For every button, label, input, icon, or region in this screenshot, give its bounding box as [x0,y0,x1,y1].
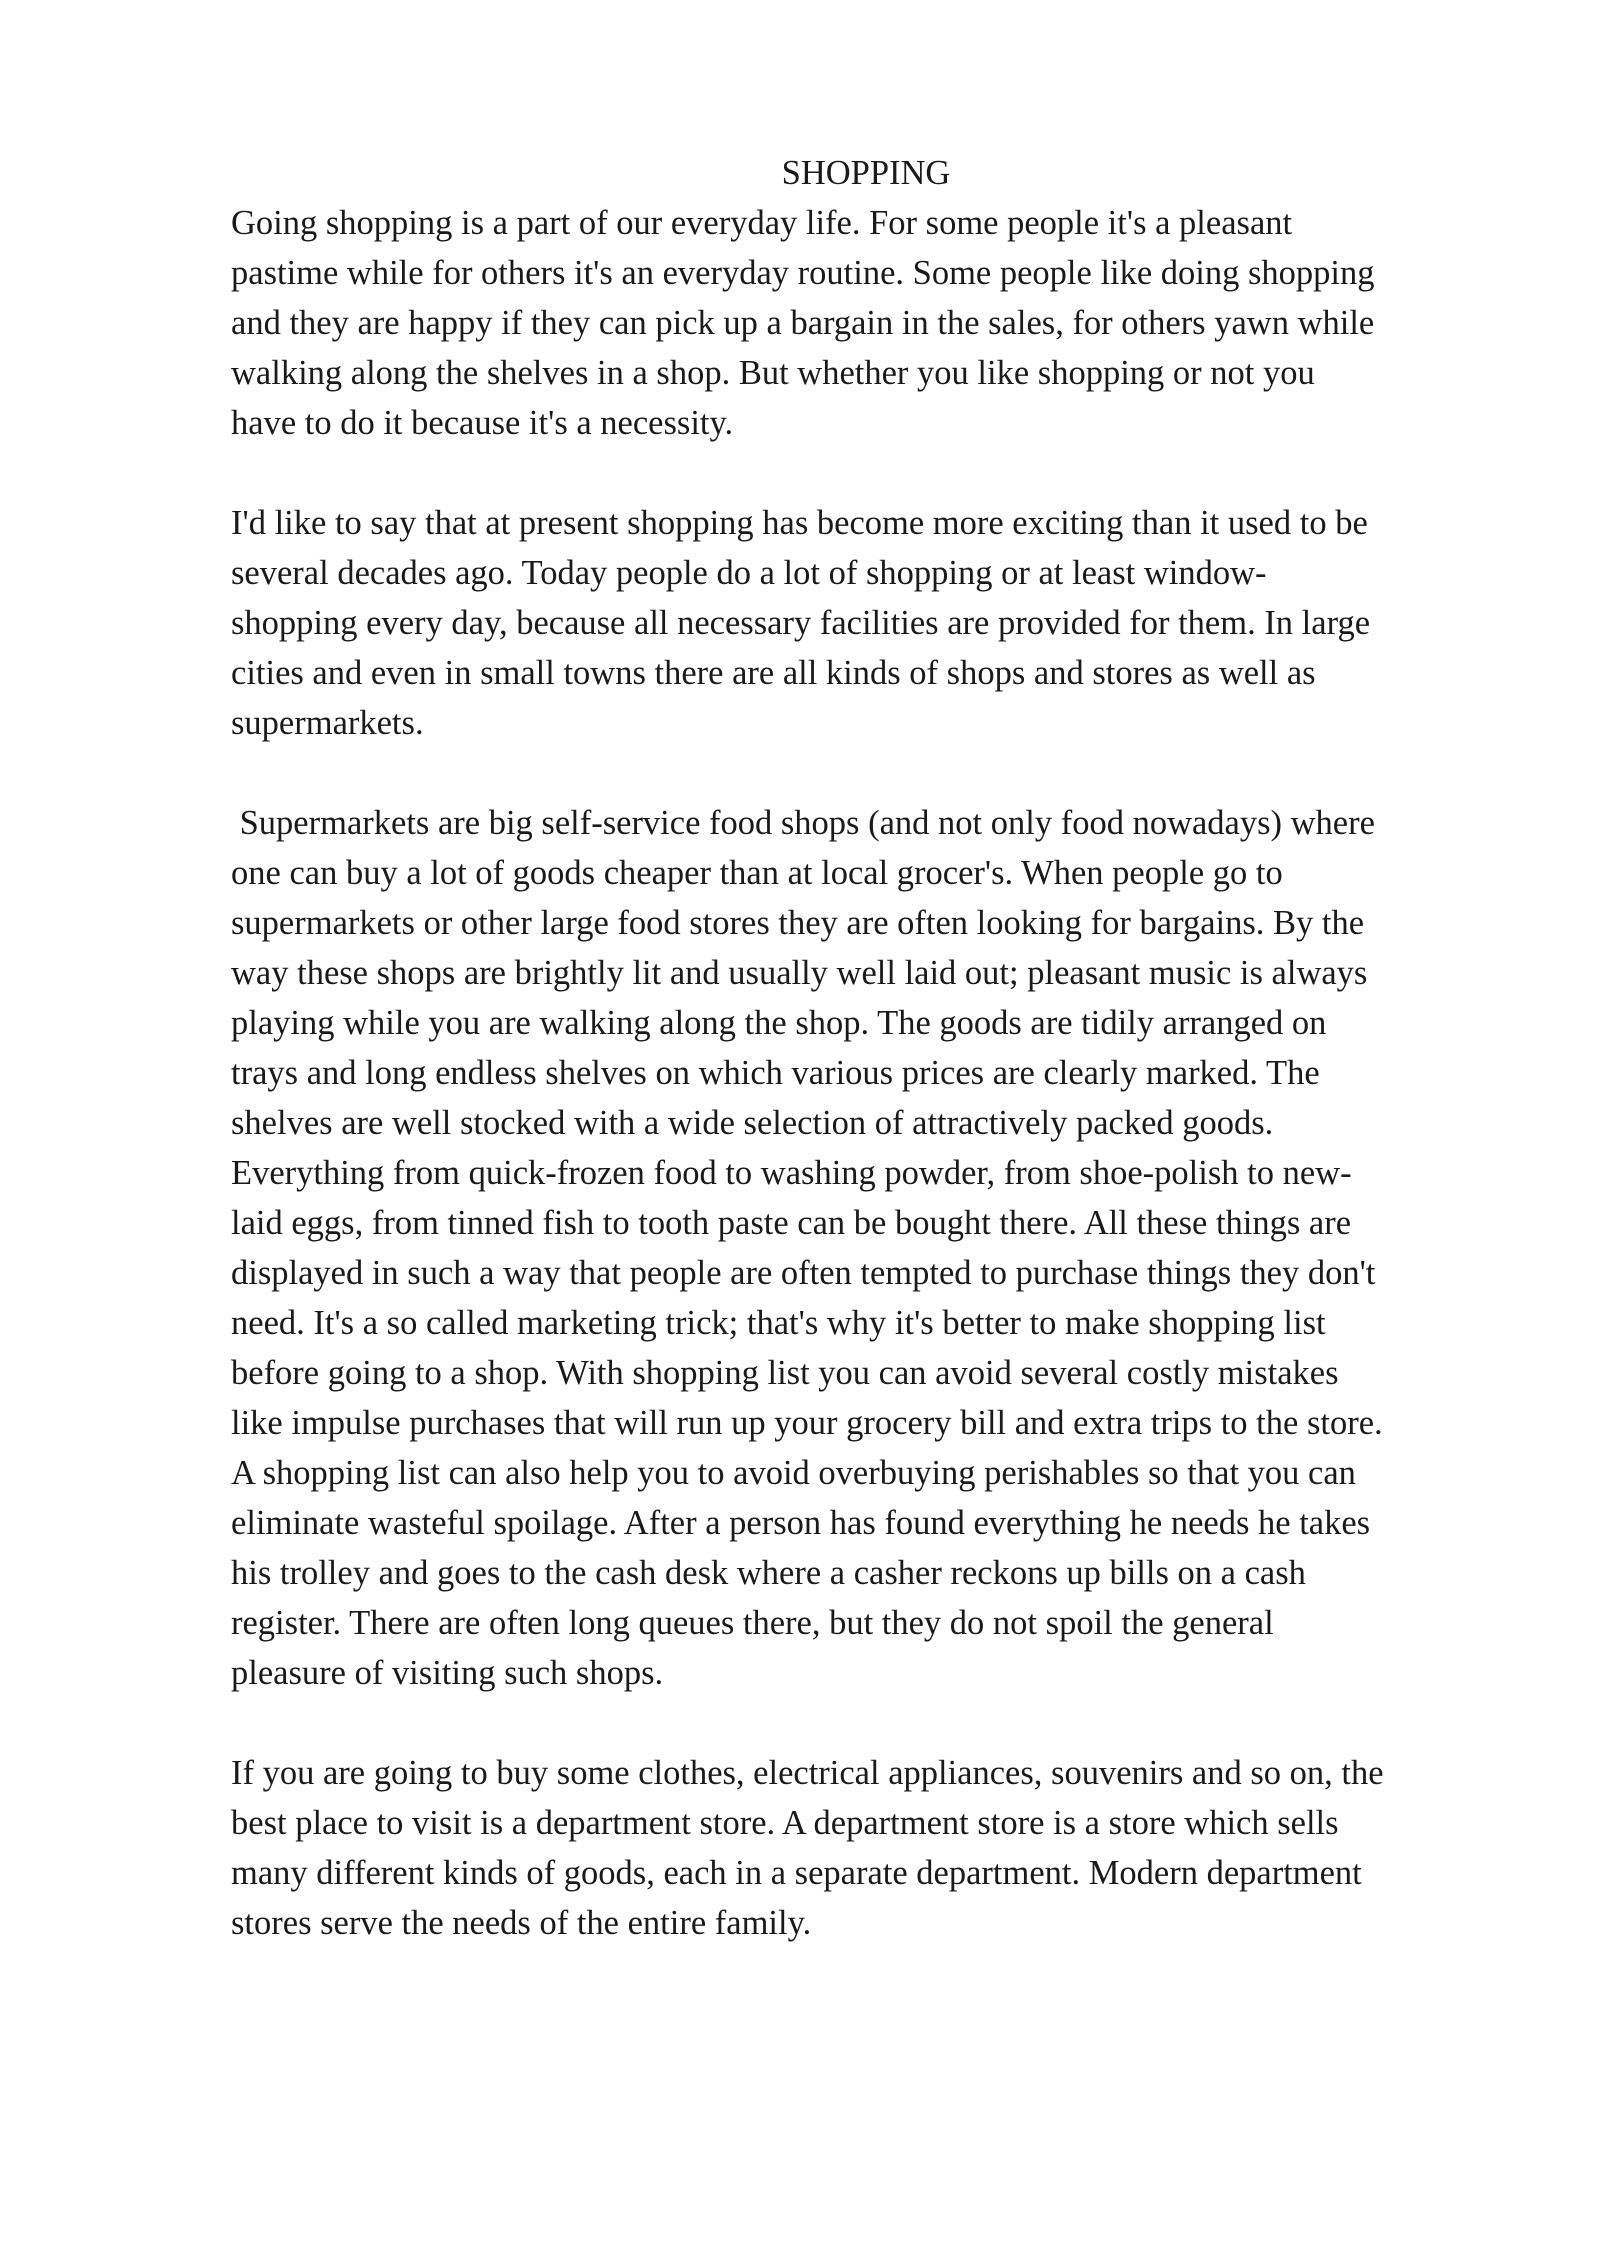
document-title: SHOPPING [781,154,951,192]
paragraph-present-shopping: I'd like to say that at present shopping has become more exciting than it used to be several decades ago. Today people do a lot of shopping or at least window- shopping every day, because all necessary facilities are provided for them. In large cities and even in small towns there are all kinds of shops and stores as well as supermarkets. [231,504,1371,742]
document-page [231,148,1521,1948]
paragraph-department-store: If you are going to buy some clothes, electrical appliances, souvenirs and so on, the best place to visit is a department store. A department store is a store which sells many different kinds of goods, each in a separate department. Modern department stores serve the needs of the entire family. [231,1754,1384,1942]
paragraph-supermarkets: Supermarkets are big self-service food shops (and not only food nowadays) where one can buy a lot of goods cheaper than at local grocer's. When people go to supermarkets or other large food stores they are often looking for bargains. By the way these shops are brightly lit and usually well laid out; pleasant music is always playing while you are walking along the shop. The goods are tidily arranged on trays and long endless shelves on which various prices are clearly marked. The shelves are well stocked with a wide selection of attractively packed goods. Everything from quick-frozen food to washing powder, from shoe-polish to new- laid eggs, from tinned fish to tooth paste can be bought there. All these things are displayed in such a way that people are often tempted to purchase things they don't need. It's a so called marketing trick; that's why it's better to make shopping list before going to a shop. With shopping list you can avoid several costly mistakes like impulse purchases that will run up your grocery bill and extra trips to the store. A shopping list can also help you to avoid overbuying perishables so that you can eliminate wasteful spoilage. After a person has found everything he needs he takes his trolley and goes to the cash desk where a casher reckons up bills on a cash register. There are often long queues there, but they do not spoil the general pleasure of visiting such shops. [231,804,1383,1692]
paragraph-intro: Going shopping is a part of our everyday life. For some people it's a pleasant pastime while for others it's an everyday routine. Some people like doing shopping and they are happy if they can pick up a bargain in the sales, for others yawn while walking along the shelves in a shop. But whether you like shopping or not you have to do it because it's a necessity. [231,204,1375,442]
